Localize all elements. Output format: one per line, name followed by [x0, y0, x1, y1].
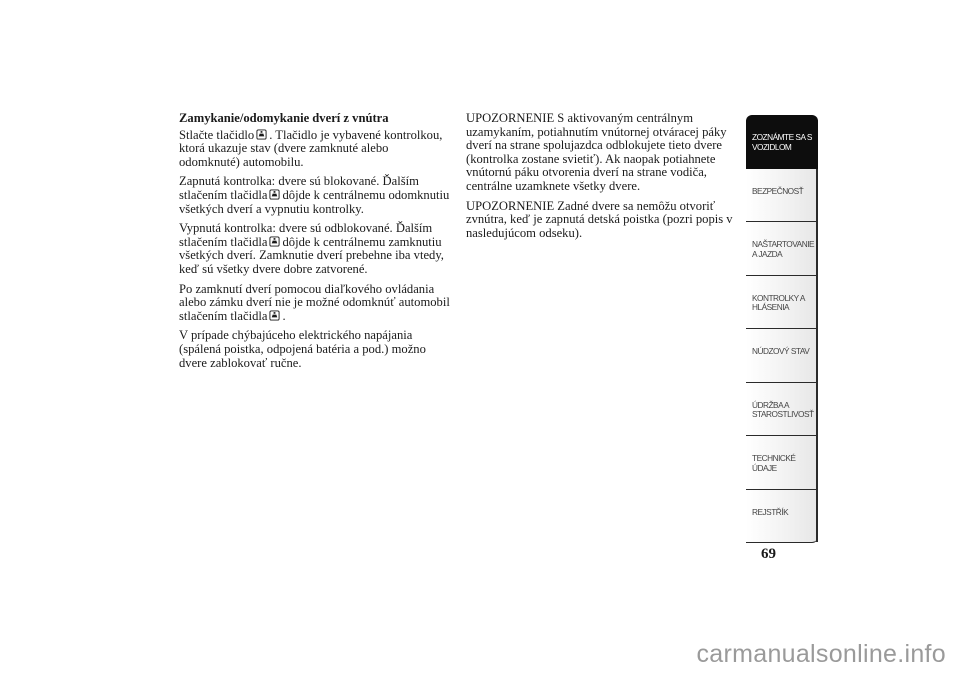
car-lock-icon: [269, 189, 280, 200]
tab-edge: [816, 329, 818, 382]
paragraph-1: [179, 129, 451, 170]
tab-label: BEZPEČNOSŤ: [752, 185, 804, 196]
section-heading: Zamykanie/odomykanie dverí z vnútra: [179, 111, 389, 125]
tab-edge: [816, 383, 818, 436]
car-lock-icon: [269, 310, 280, 321]
warning-1: UPOZORNENIE S aktivovaným centrálnym uzamykaním, potiahnutím vnútornej otváracej páky dverí na strane spolujazdca odblokujete tieto dvere (kontrolka zostane svietiť). Ak naopak potiahnete vnútornú páku otvorenia dverí na strane vodiča, centrálne uzamknete všetky dvere.: [466, 111, 727, 193]
tab-label: NÚDZOVÝ STAV: [752, 346, 810, 356]
paragraph-3: [179, 222, 451, 276]
tab-edge: [816, 436, 818, 489]
tab-nastartovanie[interactable]: [746, 222, 818, 276]
tab-edge: [816, 490, 818, 543]
tab-edge: [816, 169, 818, 222]
p4-before: Po zamknutí dverí pomocou diaľkového ovládania alebo zámku dverí nie je možné odomknúť automobil stlačením tlačidla: [179, 281, 450, 323]
p3-after: dôjde k centrálnemu zamknutiu všetkých dverí. Zamknutie dverí prebehne iba vtedy, keď sú všetky dvere dobre zatvorené.: [179, 234, 444, 276]
p3-before: Vypnutá kontrolka: dvere sú odblokované. Ďalším stlačením tlačidla: [179, 221, 433, 249]
tab-technicke-udaje[interactable]: [746, 436, 818, 490]
p4-after: .: [282, 308, 286, 323]
tab-rejstrik[interactable]: [746, 490, 818, 544]
chapter-tabs: [746, 115, 818, 543]
tab-udrzba[interactable]: [746, 383, 818, 437]
tab-label: TECHNICKÉ ÚDAJE: [752, 453, 796, 473]
tab-bezpecnost[interactable]: [746, 169, 818, 223]
tab-kontrolky[interactable]: [746, 276, 818, 330]
left-column: [179, 112, 451, 376]
tab-edge: [816, 222, 818, 275]
paragraph-2: [179, 175, 451, 216]
right-column: [466, 112, 736, 246]
tab-zoznamte-sa[interactable]: [746, 115, 818, 169]
paragraph-5: V prípade chýbajúceho elektrického napájania (spálená poistka, odpojená batéria a pod.) možno dvere zablokovať ručne.: [179, 328, 426, 370]
car-lock-icon: [269, 236, 280, 247]
tab-label: ÚDRŽBA A STAROSTLIVOSŤ: [752, 399, 814, 420]
p1-before: Stlačte tlačidlo: [179, 127, 255, 142]
car-lock-icon: [256, 129, 267, 140]
tab-edge: [816, 276, 818, 329]
p2-before: Zapnutá kontrolka: dvere sú blokované. Ďalším stlačením tlačidla: [179, 174, 419, 202]
tab-nudzovy-stav[interactable]: [746, 329, 818, 383]
tab-label: ZOZNÁMTE SA S VOZIDLOM: [752, 132, 812, 152]
tab-label: REJSTŘÍK: [752, 506, 789, 517]
page-number: 69: [761, 546, 776, 562]
p1-after: . Tlačidlo je vybavené kontrolkou, ktorá ukazuje stav (dvere zamknuté alebo odomknuté) automobilu.: [179, 127, 443, 169]
watermark: carmanualsonline.info: [696, 640, 946, 668]
tab-label: KONTROLKY A HLÁSENIA: [752, 292, 805, 313]
warning-2: UPOZORNENIE Zadné dvere sa nemôžu otvoriť zvnútra, keď je zapnutá detská poistka (pozri popis v nasledujúcom odseku).: [466, 198, 733, 240]
paragraph-4: [179, 283, 451, 324]
tab-label: NAŠTARTOVANIE A JAZDA: [752, 239, 815, 259]
p2-after: dôjde k centrálnemu odomknutiu všetkých dverí a vypnutiu kontrolky.: [179, 187, 450, 216]
